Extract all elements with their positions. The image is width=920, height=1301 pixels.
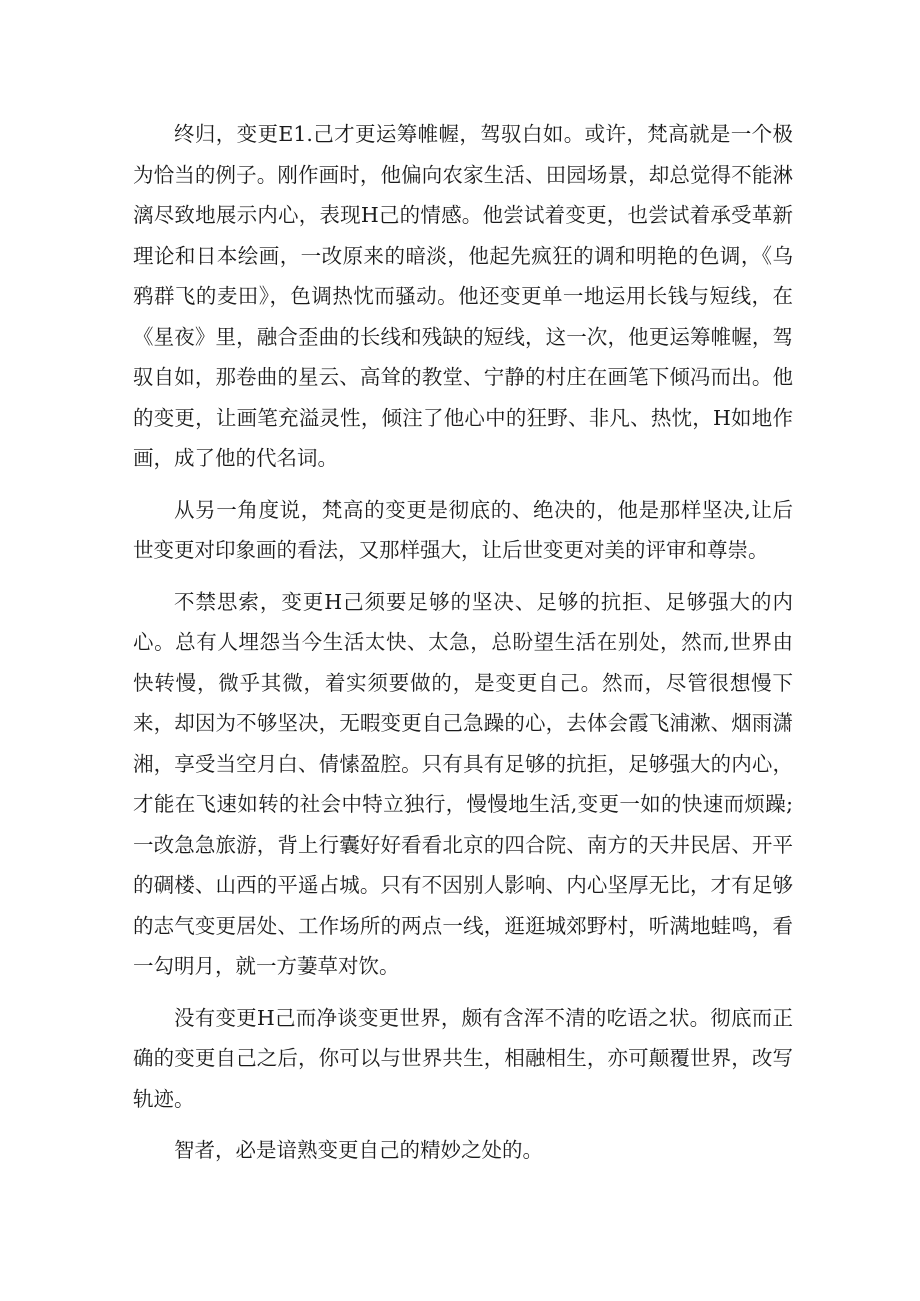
paragraph: 终归，变更E1.己才更运筹帷幄，驾驭白如。或许，梵高就是一个极为恰当的例子。刚作画时，他偏向农家生活、田园场景，却总觉得不能淋漓尽致地展示内心，表现H己的情感。他尝试着变更，也尝试着承受革新理论和日本绘画，一改原来的暗淡，他起先疯狂的调和明艳的色调，《乌鸦群飞的麦田》，色调热忱而骚动。他还变更单一地运用长钱与短线，在《星夜》里，融合歪曲的长线和残缺的短线，这一次，他更运筹帷幄，驾驭自如，那卷曲的星云、高耸的教堂、宁静的村庄在画笔下倾冯而出。他的变更，让画笔充溢灵性，倾注了他心中的狂野、非凡、热忱，H如地作画，成了他的代名词。 (133, 122, 793, 470)
paragraph: 从另一角度说，梵高的变更是彻底的、绝决的，他是那样坚决,让后世变更对印象画的看法，又那样强大，让后世变更对美的评审和尊崇。 (133, 497, 793, 562)
document-body (133, 114, 793, 1182)
paragraph: 没有变更H己而净谈变更世界，颇有含浑不清的吃语之状。彻底而正确的变更自己之后，你可以与世界共生，相融相生，亦可颠覆世界，改写轨迹。 (133, 1005, 793, 1111)
paragraph: 智者，必是谙熟变更自己的精妙之处的。 (174, 1138, 543, 1162)
paragraph: 不禁思索，变更H己须要足够的坚决、足够的抗拒、足够强大的内心。总有人埋怨当今生活太快、太急，总盼望生活在别处，然而,世界由快转慢，微乎其微，着实须要做的，是变更自己。然而，尽管很想慢下来，却因为不够坚决，无暇变更自己急躁的心，去体会霞飞浦漱、烟雨潇湘，享受当空月白、倩愫盈腔。只有具有足够的抗拒，足够强大的内心，才能在飞速如转的社会中特立独行，慢慢地生活,变更一如的快速而烦躁;一改急急旅游，背上行囊好好看看北京的四合院、南方的天井民居、开平的碉楼、山西的平遥占城。只有不因别人影响、内心坚厚无比，才有足够的志气变更居处、工作场所的两点一线，逛逛城郊野村，听满地蛙鸣，看一勾明月，就一方萋草对饮。 (133, 589, 793, 978)
